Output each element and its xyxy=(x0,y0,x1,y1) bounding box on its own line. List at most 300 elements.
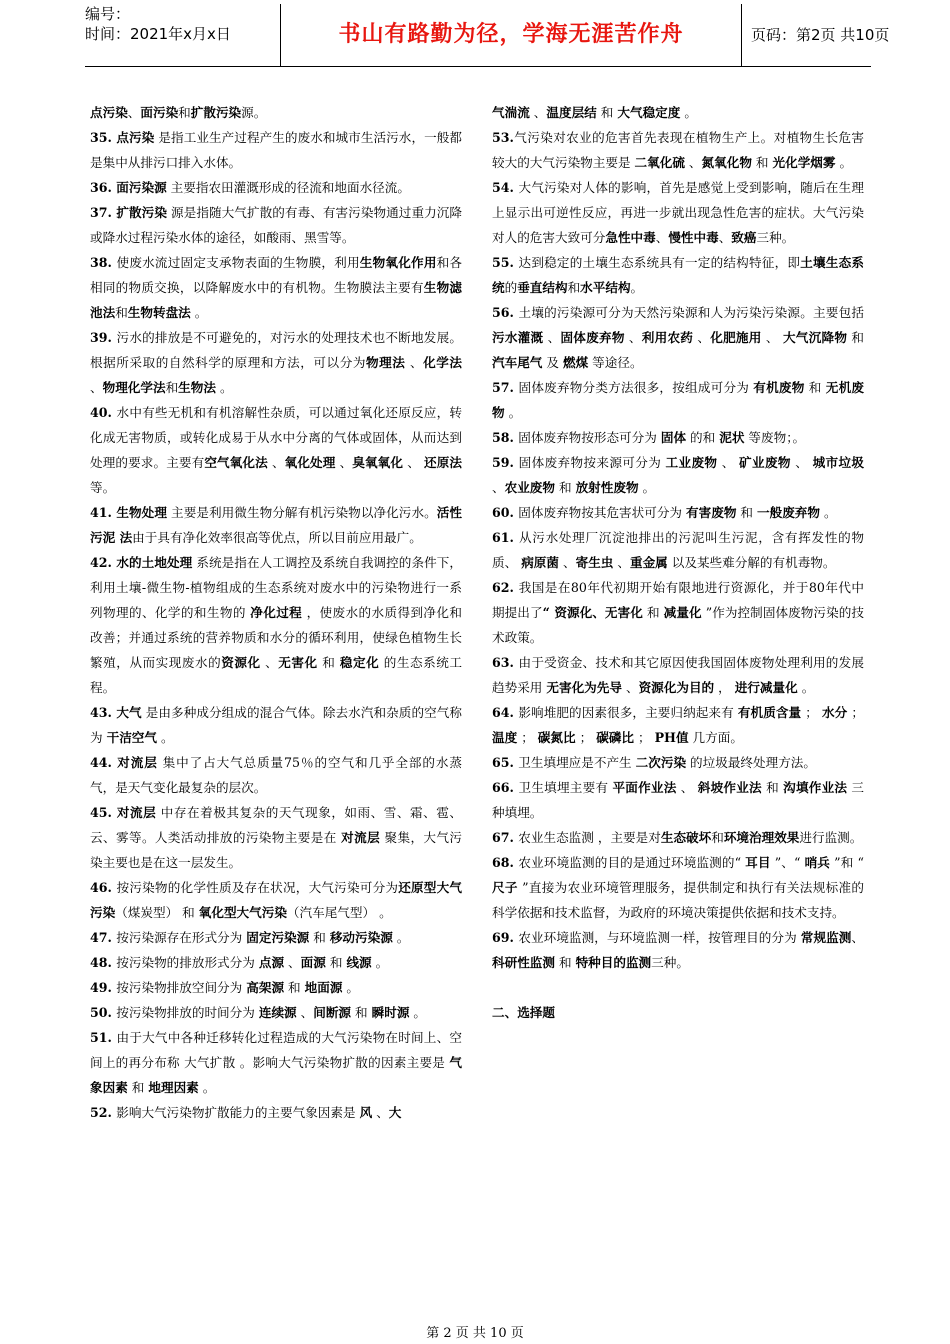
text-run: ”和 “ xyxy=(830,855,864,870)
bold-term: 点污染 xyxy=(116,130,155,145)
text-run: 按污染源存在形式分为 xyxy=(116,930,247,945)
bold-term: 面源 xyxy=(300,955,326,970)
bold-term: 35. xyxy=(90,130,117,145)
bold-term: 无害化 xyxy=(278,655,318,670)
bold-term: 物理法 xyxy=(366,355,406,370)
bold-term: 气象因素 xyxy=(90,1055,462,1095)
text-run: 污水的排放是不可避免的，对污水的处理技术也不断地发展。根据所采取的自然科学的原理和方法，可以分为 xyxy=(90,330,463,370)
text-run: 、 xyxy=(405,355,424,370)
bold-term: 还原法 xyxy=(424,455,463,470)
text-run: 、 xyxy=(624,330,642,345)
text-run: ； xyxy=(633,730,655,745)
text-run: 和 xyxy=(847,330,864,345)
bold-term: 高架源 xyxy=(246,980,285,995)
bold-term: 45. xyxy=(90,805,117,820)
text-run: 从污水处理厂沉淀池排出的污泥叫生污泥，含有挥发性的物质、 xyxy=(492,530,865,570)
paragraph xyxy=(90,400,462,500)
bold-term: 65. xyxy=(492,755,519,770)
bold-term: 土壤生态系统 xyxy=(492,255,865,295)
text-run: 系统是指在人工调控及系统自我调控的条件下，利用土壤-微生物-植物组成的生态系统对废水中的污染物进行一系列物理的、化学的和生物的 xyxy=(90,555,462,620)
paragraph xyxy=(492,175,864,250)
bold-term: 41. xyxy=(90,505,117,520)
bold-term: 瞬时源 xyxy=(371,1005,410,1020)
paragraph xyxy=(492,700,864,750)
bold-term: 致癌 xyxy=(731,230,757,245)
bold-term: 臭氧氧化 xyxy=(352,455,404,470)
text-run: 等废物；。 xyxy=(744,430,806,445)
bold-term: 58. xyxy=(492,430,519,445)
bold-term: 无害化为先导 xyxy=(546,680,622,695)
bold-term: 48. xyxy=(90,955,117,970)
bold-term: 大 xyxy=(388,1105,402,1120)
text-run: 。 xyxy=(630,280,644,295)
bold-term: 碳磷比 xyxy=(596,730,634,745)
text-run: 、 xyxy=(543,330,561,345)
bold-term: 固体废弃物 xyxy=(560,330,625,345)
text-run: 使废水流过固定支承物表面的生物膜，利用 xyxy=(116,255,360,270)
text-run: 几方面。 xyxy=(688,730,743,745)
bold-term: 干洁空气 xyxy=(106,730,157,745)
text-run: 及 xyxy=(542,355,563,370)
number-label: 编号： xyxy=(85,5,131,23)
bold-term: 净化过程 xyxy=(250,605,303,620)
text-run: 、 xyxy=(296,1005,314,1020)
bold-term: PH值 xyxy=(654,730,689,745)
text-run: 、 xyxy=(558,555,576,570)
text-run: 源。 xyxy=(241,105,267,120)
text-run: ， xyxy=(714,680,735,695)
text-run: 聚集，大气污染主要也是在这一层发生。 xyxy=(90,830,462,870)
bold-term: 活性污泥 法 xyxy=(90,505,463,545)
text-run: 农业生态监测 ，主要是对 xyxy=(518,830,661,845)
paragraph xyxy=(90,325,462,400)
text-run: 、 xyxy=(90,380,103,395)
text-run: 气污染对农业的危害首先表现在植物生产上。对植物生长危害较大的大气污染物主要是 xyxy=(492,130,864,170)
bold-term: 气湍流 xyxy=(492,105,530,120)
text-run: 等。 xyxy=(90,480,116,495)
text-run: 、 xyxy=(335,455,353,470)
bold-term: 49. xyxy=(90,980,117,995)
bold-term: 城市垃圾 xyxy=(812,455,865,470)
text-run: 、 xyxy=(621,680,639,695)
text-run: 、 xyxy=(718,230,732,245)
bold-term: 43. xyxy=(90,705,117,720)
bold-term: 地理因素 xyxy=(148,1080,199,1095)
text-run: 由于受资金、技术和其它原因使我国固体废物处理利用的发展趋势采用 xyxy=(492,655,865,695)
text-run: 主要是利用微生物分解有机污染物以净化污水。 xyxy=(166,505,437,520)
bold-term: 扩散污染 xyxy=(190,105,242,120)
bold-term: 水的土地处理 xyxy=(116,555,193,570)
text-run: 和 xyxy=(711,830,724,845)
paragraph xyxy=(492,925,864,975)
bold-term: 温度层结 xyxy=(546,105,597,120)
text-run: 农业环境监测的目的是通过环境监测的“ xyxy=(518,855,746,870)
bold-term: 55. xyxy=(492,255,519,270)
bold-term: 泥状 xyxy=(719,430,745,445)
bold-term: 利用农药 xyxy=(641,330,694,345)
text-run: 、 xyxy=(492,480,505,495)
text-run: 、 xyxy=(684,155,702,170)
paragraph xyxy=(90,800,462,875)
text-run: 固体废弃物按其危害状可分为 xyxy=(518,505,687,520)
page-header xyxy=(85,4,890,67)
bold-term: 氮氧化物 xyxy=(701,155,752,170)
text-run: 、 xyxy=(676,780,698,795)
paragraph xyxy=(492,500,864,525)
bold-term: 平面作业法 xyxy=(612,780,677,795)
paragraph xyxy=(90,975,462,1000)
paragraph xyxy=(90,500,462,550)
text-run: 。 xyxy=(215,380,233,395)
bold-term: 39. xyxy=(90,330,117,345)
bold-term: 有机废物 xyxy=(753,380,805,395)
bold-term: 扩散污染 xyxy=(116,205,167,220)
bold-term: 68. xyxy=(492,855,519,870)
text-run: 、 xyxy=(761,330,783,345)
text-run: 影响大气污染物扩散能力的主要气象因素是 xyxy=(116,1105,360,1120)
text-run: 农业环境监测，与环境监测一样，按管理目的分为 xyxy=(518,930,801,945)
text-run: 进行监测。 xyxy=(799,830,863,845)
paragraph xyxy=(90,875,462,925)
bold-term: 47. xyxy=(90,930,117,945)
text-run: 、 xyxy=(851,930,865,945)
bold-term: 地面源 xyxy=(304,980,343,995)
bold-term: 还原型大气污染 xyxy=(90,880,463,920)
text-run: 和 xyxy=(165,380,179,395)
paragraph xyxy=(90,550,462,700)
text-run: 三种。 xyxy=(756,230,795,245)
bold-term: 51. xyxy=(90,1030,117,1045)
text-run: 。 xyxy=(835,155,853,170)
text-run: 的和 xyxy=(686,430,720,445)
bold-term: 大气沉降物 xyxy=(782,330,848,345)
bold-term: 减量化 xyxy=(663,605,702,620)
paragraph xyxy=(90,200,462,250)
text-run: 中存在着极其复杂的天气现象，如雨、雪、霜、雹、云、雾等。人类活动排放的污染物主要是在 xyxy=(90,805,463,845)
text-run: 以及某些难分解的有机毒物。 xyxy=(667,555,836,570)
bold-term: 污水灌溉 xyxy=(492,330,544,345)
bold-term: 固体 xyxy=(660,430,687,445)
bold-term: 哨兵 xyxy=(804,855,831,870)
paragraph xyxy=(492,450,864,500)
text-run: 、 xyxy=(267,455,285,470)
paragraph xyxy=(492,425,864,450)
text-run: 、 xyxy=(790,455,813,470)
bold-term: 54. xyxy=(492,180,519,195)
text-run: 三种填埋。 xyxy=(492,780,865,820)
bold-term: 生物转盘法 xyxy=(127,305,191,320)
paragraph xyxy=(90,175,462,200)
text-run: ”、“ xyxy=(770,855,805,870)
text-run: 。 xyxy=(409,1005,427,1020)
page-footer: 第 2 页 共 10 页 xyxy=(426,1326,524,1341)
text-run: 按污染物排放空间分为 xyxy=(116,980,247,995)
text-run: 、 xyxy=(127,105,141,120)
bold-term: 碳氮比 xyxy=(537,730,576,745)
paragraph xyxy=(492,125,864,175)
bold-term: 沟填作业法 xyxy=(783,780,848,795)
text-run: 。 xyxy=(504,405,522,420)
text-run: 。 xyxy=(797,680,815,695)
bold-term: 有机质含量 xyxy=(737,705,802,720)
text-run: 和 xyxy=(761,780,784,795)
paragraph xyxy=(492,250,864,300)
header-motto: 书山有路勤为径，学海无涯苦作舟 xyxy=(280,4,742,66)
text-run: 固体废弃物分类方法很多，按组成可分为 xyxy=(518,380,754,395)
bold-term: 氧化型大气污染 xyxy=(198,905,287,920)
bold-term: 水平结构 xyxy=(580,280,631,295)
text-run: ”作为控制固体废物污染的技术政策。 xyxy=(492,605,864,645)
bold-term: 63. xyxy=(492,655,519,670)
paragraph xyxy=(90,250,462,325)
bold-term: 对流层 xyxy=(341,830,381,845)
text-run: 和 xyxy=(554,955,576,970)
paragraph xyxy=(492,100,864,125)
text-run: 和各相同的物质交换，以降解废水中的有机物。生物膜法主要有 xyxy=(90,255,463,295)
paragraph xyxy=(492,525,864,575)
bold-term: 生物滤池法 xyxy=(90,280,462,320)
bold-term: 病原菌 xyxy=(521,555,559,570)
bold-term: 大气 xyxy=(116,705,142,720)
bold-term: 61. xyxy=(492,530,519,545)
bold-term: 固定污染源 xyxy=(246,930,310,945)
bold-term: 化肥施用 xyxy=(710,330,762,345)
bold-term: 44. xyxy=(90,755,118,770)
section-heading: 二、选择题 xyxy=(492,1005,555,1020)
bold-term: 农业废物 xyxy=(504,480,555,495)
paragraph xyxy=(492,575,864,650)
text-run: 和 xyxy=(554,480,576,495)
text-run: 我国是在80年代初期开始有限地进行资源化，并于80年代中期提出了 xyxy=(492,580,864,620)
left-column xyxy=(90,100,462,1125)
bold-term: 点源 xyxy=(258,955,285,970)
bold-term: 汽车尾气 xyxy=(492,355,543,370)
bold-term: 资源化 xyxy=(221,655,261,670)
bold-term: 氧化处理 xyxy=(284,455,336,470)
paragraph xyxy=(90,125,462,175)
bold-term: 69. xyxy=(492,930,519,945)
text-run: ； xyxy=(575,730,597,745)
bold-term: 62. xyxy=(492,580,519,595)
header-meta xyxy=(85,4,280,66)
bold-term: 40. xyxy=(90,405,117,420)
bold-term: 42. xyxy=(90,555,117,570)
paragraph xyxy=(90,1100,462,1125)
bold-term: 慢性中毒 xyxy=(668,230,719,245)
bold-term: 59. xyxy=(492,455,519,470)
bold-term: 二氧化硫 xyxy=(634,155,685,170)
bold-term: 重金属 xyxy=(629,555,668,570)
bold-term: 常规监测 xyxy=(800,930,852,945)
bold-term: 面污染源 xyxy=(116,180,167,195)
bold-term: 寄生虫 xyxy=(575,555,614,570)
text-run: 。 xyxy=(819,505,837,520)
text-run: 、 xyxy=(260,655,279,670)
text-run: 土壤的污染源可分为天然污染源和人为污染污染源。主要包括 xyxy=(518,305,865,320)
text-run: 由于大气中各种迁移转化过程造成的大气污染物在时间上、空间上的再分布称 大气扩散 。影响大气污染物扩散的因素主要是 xyxy=(90,1030,463,1070)
right-column xyxy=(492,100,864,1025)
text-run: 。 xyxy=(371,955,389,970)
bold-term: “ 资源化、无害化 xyxy=(542,605,643,620)
bold-term: 生物氧化作用 xyxy=(359,255,437,270)
text-run: 、 xyxy=(693,330,711,345)
text-run: 和 xyxy=(804,380,826,395)
text-run: 。 xyxy=(680,105,697,120)
bold-term: 水分 xyxy=(821,705,848,720)
bold-term: 50. xyxy=(90,1005,117,1020)
text-run: 是指工业生产过程产生的废水和城市生活污水，一般都是集中从排污口排入水体。 xyxy=(90,130,463,170)
bold-term: 光化学烟雾 xyxy=(772,155,836,170)
text-run: 是由多种成分组成的混合气体。除去水汽和杂质的空气称为 xyxy=(90,705,462,745)
text-run: ，使废水的水质得到净化和改善；并通过系统的营养物质和水分的循环利用，使绿色植物生长繁殖，从而实现废水的 xyxy=(90,605,462,670)
paragraph xyxy=(492,775,864,825)
time-label: 时间：2021年x月x日 xyxy=(85,25,231,43)
text-run: 主要指农田灌溉形成的径流和地面水径流。 xyxy=(166,180,410,195)
bold-term: 燃煤 xyxy=(562,355,589,370)
text-run: 大气污染对人体的影响，首先是感觉上受到影响，随后在生理上显示出可逆性反应，再进一步就出现急性危害的症状。大气污染对人的危害大致可分 xyxy=(492,180,865,245)
text-run: 。 xyxy=(638,480,656,495)
bold-term: 60. xyxy=(492,505,519,520)
bold-term: 64. xyxy=(492,705,519,720)
text-run: 的 xyxy=(504,280,518,295)
bold-term: 温度 xyxy=(492,730,518,745)
paragraph xyxy=(90,1000,462,1025)
bold-term: 特种目的监测 xyxy=(575,955,652,970)
text-run: 。 xyxy=(392,930,410,945)
bold-term: 67. xyxy=(492,830,519,845)
text-run: 由于具有净化效率很高等优点，所以目前应用最广。 xyxy=(132,530,422,545)
text-run: ”直接为农业环境管理服务，提供制定和执行有关法规标准的科学依据和技术监督，为政府的环境决策提供依据和技术支持。 xyxy=(492,880,864,920)
text-run: （汽车尾气型） 。 xyxy=(286,905,392,920)
text-run: 达到稳定的土壤生态系统具有一定的结构特征，即 xyxy=(518,255,801,270)
paragraph xyxy=(90,950,462,975)
text-run: 和 xyxy=(751,155,773,170)
header-page-info: 页码：第2页 共10页 xyxy=(751,26,890,44)
bold-term: 连续源 xyxy=(258,1005,297,1020)
bold-term: 生物法 xyxy=(178,380,216,395)
bold-term: 工业废物 xyxy=(665,455,718,470)
paragraph xyxy=(492,850,864,925)
text-run: 和 xyxy=(317,655,340,670)
text-run: 和 xyxy=(642,605,664,620)
text-run: 、 xyxy=(284,955,301,970)
bold-term: 风 xyxy=(359,1105,373,1120)
bold-term: 无机废物 xyxy=(492,380,865,420)
text-run: 、 xyxy=(655,230,669,245)
text-run: ； xyxy=(847,705,865,720)
text-run: 。 xyxy=(156,730,174,745)
bold-term: 大气稳定度 xyxy=(617,105,681,120)
text-run: 和 xyxy=(127,1080,149,1095)
bold-term: 化学法 xyxy=(423,355,463,370)
bold-term: 环境治理效果 xyxy=(723,830,800,845)
bold-term: 移动污染源 xyxy=(329,930,393,945)
paragraph xyxy=(90,750,462,800)
bold-term: 点污染 xyxy=(90,105,128,120)
text-run: 卫生填埋应是不产生 xyxy=(518,755,636,770)
text-run: 固体废弃物按来源可分为 xyxy=(518,455,666,470)
text-run: 和 xyxy=(736,505,758,520)
bold-term: 矿业废物 xyxy=(739,455,791,470)
text-run: 、 xyxy=(613,555,630,570)
bold-term: 稳定化 xyxy=(339,655,380,670)
text-run: 按污染物的化学性质及存在状况，大气污染可分为 xyxy=(116,880,399,895)
bold-term: 对流层 xyxy=(117,755,158,770)
text-run: 。 xyxy=(198,1080,216,1095)
paragraph xyxy=(492,750,864,775)
text-run: 和 xyxy=(115,305,128,320)
bold-term: 急性中毒 xyxy=(605,230,656,245)
text-run: 影响堆肥的因素很多，主要归纳起来有 xyxy=(518,705,738,720)
paragraph xyxy=(90,1025,462,1100)
text-run: 的垃圾最终处理方法。 xyxy=(686,755,816,770)
text-run: 水中有些无机和有机溶解性杂质，可以通过氧化还原反应，转化成无害物质，或转化成易于从水中分离的气体或固体，从而达到处理的要求。主要有 xyxy=(90,405,463,470)
paragraph xyxy=(90,925,462,950)
text-run: 和 xyxy=(351,1005,372,1020)
text-run: 。 xyxy=(190,305,208,320)
bold-term: 放射性废物 xyxy=(575,480,639,495)
text-run: 按污染物排放的时间分为 xyxy=(116,1005,259,1020)
bold-term: 生物处理 xyxy=(116,505,167,520)
bold-term: 面污染 xyxy=(140,105,179,120)
bold-term: 46. xyxy=(90,880,117,895)
text-run: 和 xyxy=(284,980,305,995)
text-run: ； xyxy=(801,705,822,720)
text-run: 和 xyxy=(567,280,581,295)
bold-term: 66. xyxy=(492,780,519,795)
text-run: 、 xyxy=(372,1105,389,1120)
paragraph xyxy=(492,650,864,700)
bold-term: 线源 xyxy=(346,955,372,970)
bold-term: 57. xyxy=(492,380,519,395)
text-run: 和 xyxy=(178,105,191,120)
bold-term: 生态破坏 xyxy=(660,830,712,845)
bold-term: 38. xyxy=(90,255,117,270)
bold-term: 斜坡作业法 xyxy=(697,780,762,795)
paragraph xyxy=(90,700,462,750)
text-run: 等途径。 xyxy=(588,355,643,370)
text-run: 、 xyxy=(529,105,547,120)
bold-term: 进行减量化 xyxy=(734,680,798,695)
text-run: 按污染物的排放形式分为 xyxy=(116,955,259,970)
bold-term: 36. xyxy=(90,180,117,195)
text-run: 和 xyxy=(309,930,330,945)
bold-term: 耳目 xyxy=(745,855,771,870)
text-run: 、 xyxy=(717,455,740,470)
bold-term: 一般废弃物 xyxy=(757,505,820,520)
bold-term: 有害废物 xyxy=(686,505,737,520)
text-run: （煤炭型） 和 xyxy=(115,905,199,920)
paragraph xyxy=(90,100,462,125)
bold-term: 二次污染 xyxy=(635,755,687,770)
text-run: 和 xyxy=(596,105,618,120)
text-run: 的生态系统工程。 xyxy=(90,655,463,695)
bold-term: 对流层 xyxy=(116,805,157,820)
bold-term: 物理化学法 xyxy=(102,380,166,395)
text-run: 卫生填埋主要有 xyxy=(518,780,613,795)
text-run: 、 xyxy=(403,455,425,470)
bold-term: 间断源 xyxy=(313,1005,352,1020)
paragraph xyxy=(492,300,864,375)
bold-term: 空气氧化法 xyxy=(204,455,268,470)
text-run: 固体废弃物按形态可分为 xyxy=(518,430,661,445)
text-run: 集中了占大气总质量75％的空气和几乎全部的水蒸气，是天气变化最复杂的层次。 xyxy=(90,755,463,795)
text-run: 。 xyxy=(342,980,360,995)
bold-term: 56. xyxy=(492,305,519,320)
text-run: ； xyxy=(517,730,538,745)
text-run: 和 xyxy=(325,955,347,970)
bold-term: 垂直结构 xyxy=(517,280,568,295)
